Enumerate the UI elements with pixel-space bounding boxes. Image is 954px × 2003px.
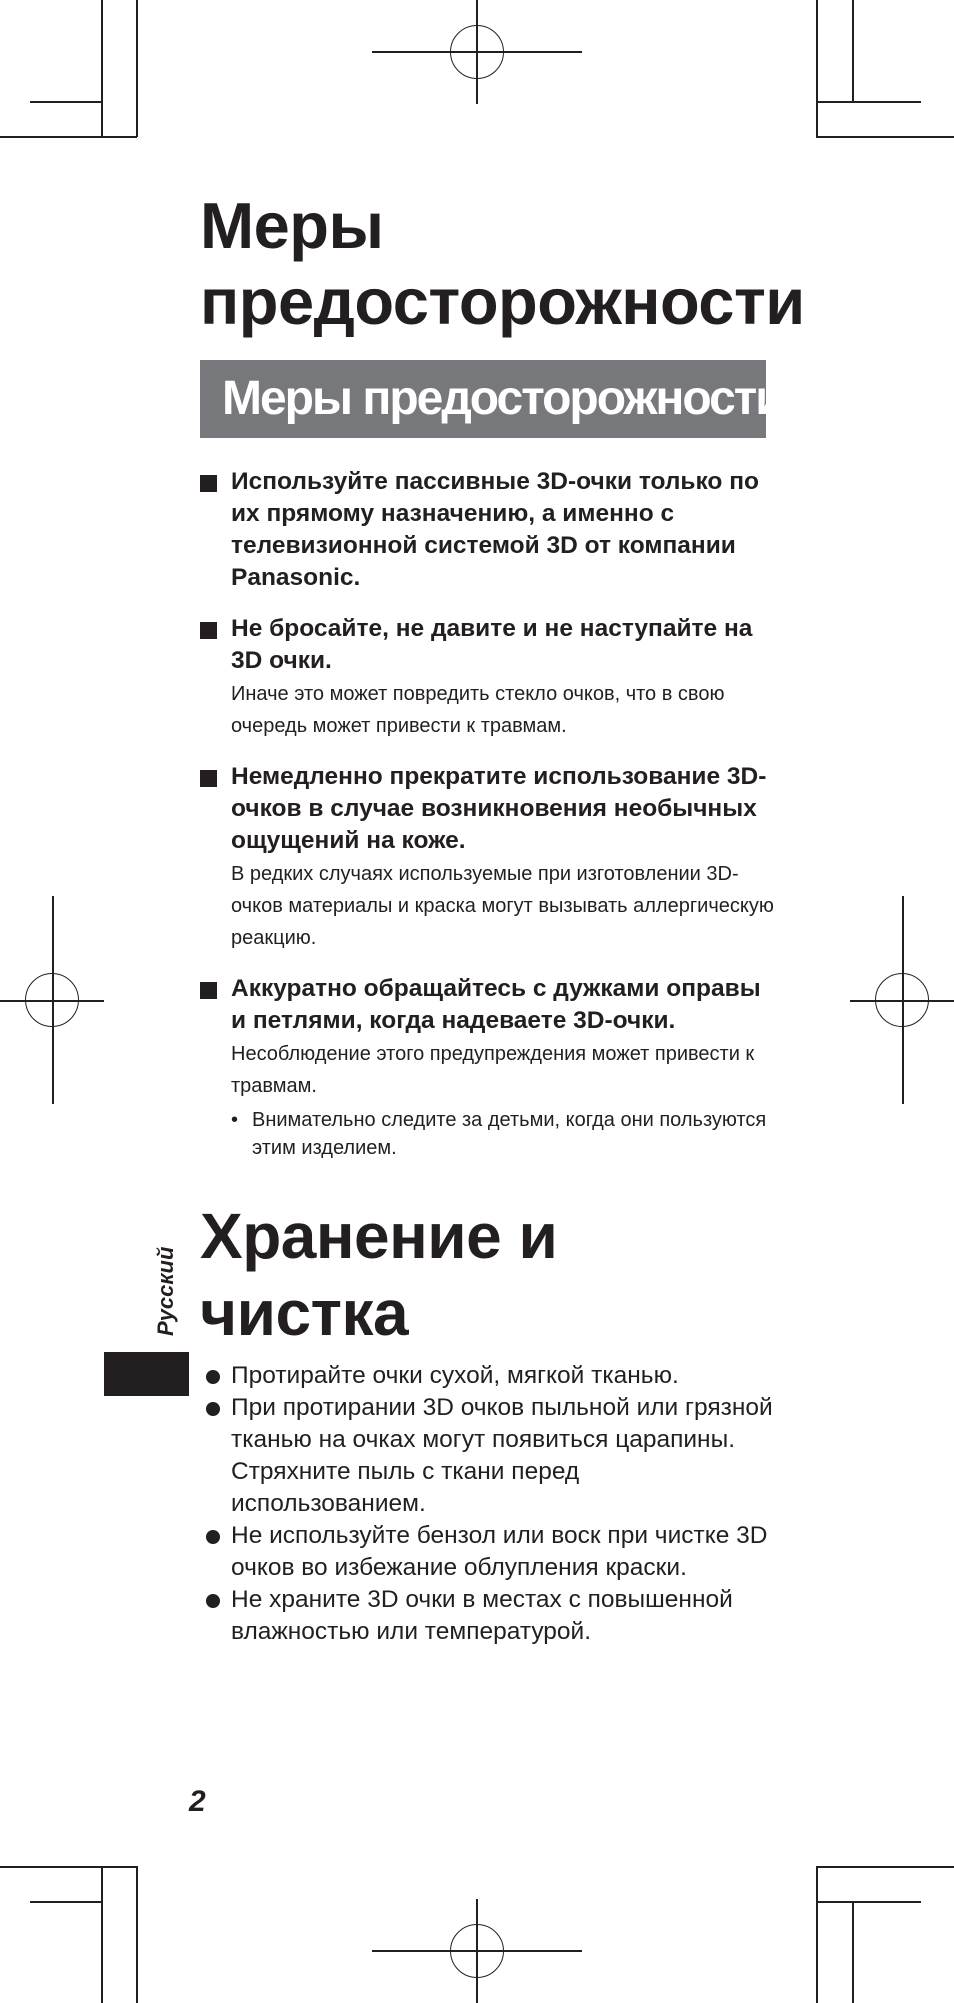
list-item — [200, 761, 780, 954]
storage-list — [200, 1360, 780, 1648]
list-item — [200, 1392, 780, 1520]
precautions-list — [200, 466, 780, 1162]
square-bullet-icon — [200, 770, 217, 787]
item-body: Несоблюдение этого предупреждения может привести к травмам. — [231, 1043, 755, 1097]
item-title: Не бросайте, не давите и не наступайте на 3D очки. — [231, 615, 753, 674]
item-title: Аккуратно обращайтесь с дужками оправы и петлями, когда надеваете 3D-очки. — [231, 975, 761, 1034]
bullet-dot-icon: • — [231, 1109, 239, 1131]
page-number: 2 — [189, 1785, 206, 1818]
list-item-text: Не используйте бензол или воск при чистке 3D очков во избежание облупления краски. — [231, 1522, 768, 1581]
list-item — [200, 1584, 780, 1648]
round-bullet-icon — [206, 1370, 220, 1384]
language-tab — [104, 1352, 189, 1396]
list-item — [200, 1360, 780, 1392]
list-item-text: Протирайте очки сухой, мягкой тканью. — [231, 1362, 679, 1389]
page-content — [200, 188, 805, 1648]
list-item — [200, 613, 780, 742]
round-bullet-icon — [206, 1402, 220, 1416]
square-bullet-icon — [200, 622, 217, 639]
round-bullet-icon — [206, 1594, 220, 1608]
round-bullet-icon — [206, 1530, 220, 1544]
item-note — [231, 1106, 780, 1162]
page-title: Меры предосторожности — [200, 189, 805, 338]
item-title: Используйте пассивные 3D-очки только по их прямому назначению, а именно с телевизионной системой 3D от компании Panasonic. — [231, 468, 759, 591]
item-body: Иначе это может повредить стекло очков, что в свою очередь может привести к травмам. — [231, 683, 725, 737]
section-banner: Меры предосторожности — [200, 360, 766, 438]
section-title: Хранение и чистка — [200, 1200, 558, 1349]
list-item — [200, 1520, 780, 1584]
list-item — [200, 466, 780, 594]
square-bullet-icon — [200, 475, 217, 492]
item-title: Немедленно прекратите использование 3D-очков в случае возникновения необычных ощущений на коже. — [231, 763, 767, 854]
item-note-text: Внимательно следите за детьми, когда они пользуются этим изделием. — [252, 1109, 767, 1159]
list-item — [200, 973, 780, 1162]
list-item-text: Не храните 3D очки в местах с повышенной влажностью или температурой. — [231, 1586, 733, 1645]
list-item-text: При протирании 3D очков пыльной или грязной тканью на очках могут появиться царапины. Стряхните пыль с ткани перед использованием. — [231, 1394, 773, 1517]
square-bullet-icon — [200, 982, 217, 999]
item-body: В редких случаях используемые при изготовлении 3D-очков материалы и краска могут вызывать аллергическую реакцию. — [231, 863, 774, 949]
language-label: Русский — [153, 1246, 178, 1336]
